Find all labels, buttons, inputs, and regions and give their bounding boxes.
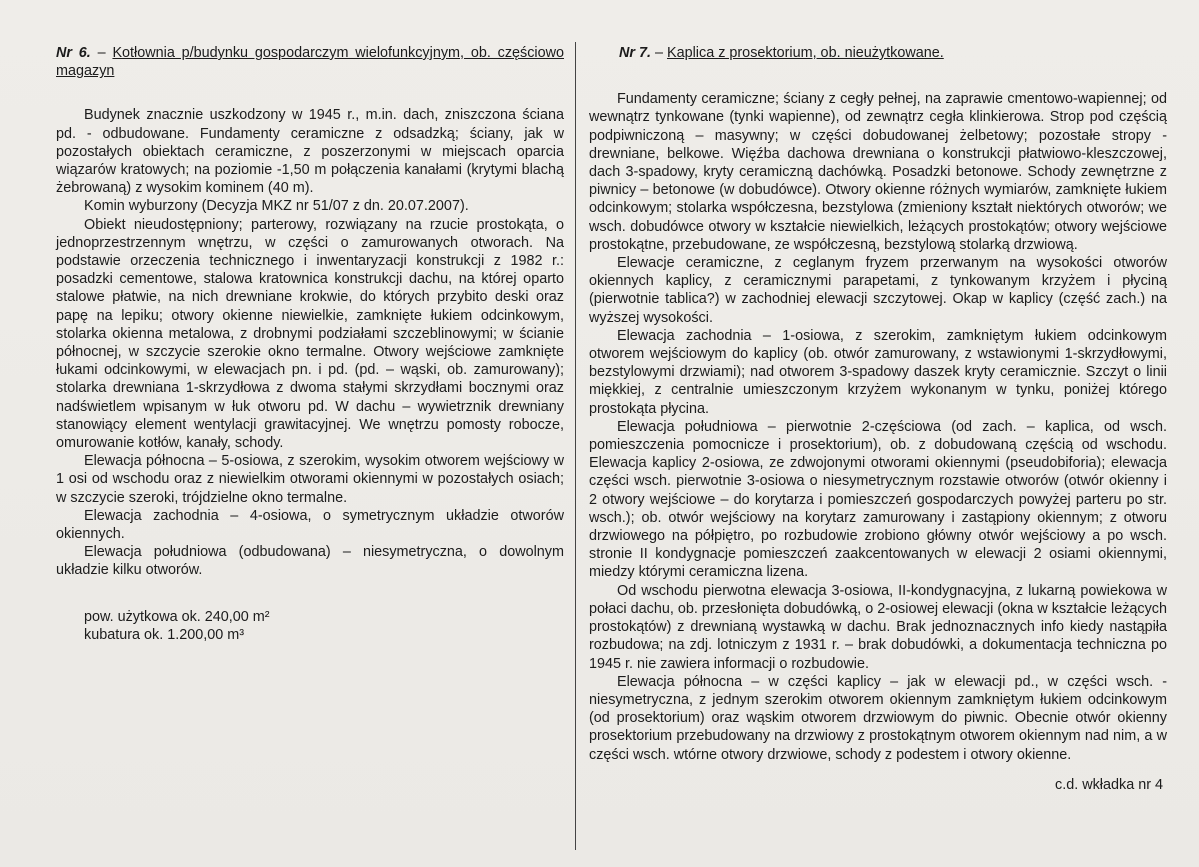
usable-area: pow. użytkowa ok. 240,00 m² [84, 608, 270, 625]
continuation-note: c.d. wkładka nr 4 [1055, 776, 1163, 793]
entry-6-number: Nr 6. [56, 45, 91, 61]
paragraph: Elewacja zachodnia – 4-osiowa, o symetrycznym układzie otworów okiennych. [56, 507, 564, 543]
paragraph: Elewacja północna – 5-osiowa, z szerokim, wysokim otworem wejściowy w 1 osi od wschodu oraz z niewielkim otworami okiennymi w pozostałych osiach; w szczycie szeroki, trójdzielne okno termalne. [56, 453, 564, 506]
paragraph: Od wschodu pierwotna elewacja 3-osiowa, II-kondygnacyjna, z lukarną powiekowa w połaci dachu, ob. przesłonięta dobudówką, o 2-osiowej elewacji (okna w kształcie leżących prostokątów) z drewnianą wystawką w dachu. Brak jednoznacznych info kiedy nastąpiła rozbudowa; na zdj. lotniczym z 1931 r. – brak dobudówki, a dokumentacja techniczna po 1945 r. nie zawiera informacji o rozbudowie. [589, 582, 1167, 672]
right-column [589, 44, 1167, 794]
paragraph: Elewacja południowa – pierwotnie 2-częściowa (od zach. – kaplica, od wsch. pomieszczenia pomocnicze i prosektorium), ob. z dobudowaną częścią od wschodu. Elewacja kaplicy 2-osiowa, ze zdwojonymi otworami okiennymi (pseudobiforia); elewacja części wsch. pierwotnie 3-osiowa o niesymetrycznym rozstawie otworów (otwór okienny i 2 otwory wejściowe – do korytarza i pomieszczeń gospodarczych powyżej parteru po str. wsch.); ob. otwór wejściowy na korytarz zamurowany i zastąpiony okiennym; z otworu drzwiowego na półpiętro, po rozbudowie zrobiono główny otwór wejściowy a po wsch. stronie II kondygnacje pomieszczeń zaakcentowanych w elewacji 2 osiami okiennymi, miedzy którymi ceramiczna lizena. [589, 418, 1167, 581]
paragraph: Fundamenty ceramiczne; ściany z cegły pełnej, na zaprawie cmentowo-wapiennej; od wewnątrz tynkowane (tynki wapienne), od zewnątrz cegła klinkierowa. Strop pod częścią podpiwniczoną – masywny; w części dobudowanej żelbetowy; pozostałe stropy - drewniane, belkowe. Więźba dachowa drewniana o konstrukcji płatwiowo-kleszczowej, dach 3-spadowy, kryty ceramiczną dachówką. Posadzki betonowe. Schody zewnętrzne z piwnicy – betonowe (w dobudówce). Otwory okienne różnych wymiarów, zamknięte łukiem odcinkowym; stolarka współczesna, bezstylowa (zmieniony kształt niektórych otworów; we wsch. dobudówce otwory w kształcie niewielkich, leżących prostokątów; otwory wejściowe prostokątne, przebudowane, ze współczesną, bezstylową stolarką drzwiową. [589, 91, 1167, 253]
column-divider [575, 42, 576, 850]
paragraph: Elewacje ceramiczne, z ceglanym fryzem przerwanym na wysokości otworów okiennych kaplicy, z ceramicznymi parapetami, z tynkowanym krzyżem i płyciną (pierwotnie tablica?) w zachodniej elewacji szczytowej. Okap w kaplicy (część zach.) na wyższej wysokości. [589, 255, 1167, 326]
paragraph: Komin wyburzony (Decyzja MKZ nr 51/07 z dn. 20.07.2007). [84, 198, 469, 215]
entry-6-stats [56, 608, 564, 644]
entry-7-number: Nr 7. [619, 45, 651, 61]
entry-7-title: Kaplica z prosektorium, ob. nieużytkowane. [667, 45, 944, 61]
entry-6-title: Kotłownia p/budynku gospodarczym wielofunkcyjnym, ob. częściowo magazyn [56, 45, 565, 80]
entry-7-dash: – [651, 45, 667, 61]
entry-6-dash: – [90, 45, 113, 61]
paragraph: Elewacja zachodnia – 1-osiowa, z szerokim, zamkniętym łukiem odcinkowym otworem wejściowym do kaplicy (ob. otwór zamurowany, z wstawionymi 1-skrzydłowymi, bezstylowymi drzwiami); nad otworem 3-spadowy daszek kryty ceramicznie. Szczyt o linii miękkiej, z centralnie umieszczonym krzyżem wykonanym w tynku, poniżej którego prostokąta płycina. [589, 327, 1167, 417]
paragraph: Budynek znacznie uszkodzony w 1945 r., m.in. dach, zniszczona ściana pd. - odbudowane. Fundamenty ceramiczne z odsadzką; ściany, jak w pozostałych obiektach ceramiczne, z poszerzonymi w miejscach oparcia wiązarów kratowych; na poziomie -1,50 m połączenia kanałami (krytymi blachą żebrowaną) z wysokim kominem (40 m). [56, 107, 564, 197]
paragraph: Elewacja południowa (odbudowana) – niesymetryczna, o dowolnym układzie kilku otworów. [56, 544, 564, 579]
paragraph: Obiekt nieudostępniony; parterowy, rozwiązany na rzucie prostokąta, o jednoprzestrzennym wnętrzu, w części o zamurowanych otworach. Na podstawie orzeczenia technicznego i inwentaryzacji konstrukcji z 1982 r.: posadzki cementowe, stalowa kratownica konstrukcji dachu, na której oparto stalowe płatwie, na nich drewniane krokwie, do których przybito deski oraz papę na lepiku; otwory okienne niewielkie, zamknięte łukiem odcinkowym, stolarka okienna metalowa, z drobnymi podziałami szczeblinowymi; w ścianie północnej, w szczycie szerokie okno termalne. Otwory wejściowe zamknięte łukami odcinkowymi, w elewacjach pn. i pd. (pd. – wąski, ob. zamurowany); stolarka drewniana 1-skrzydłowa z dwoma stałymi skrzydłami bocznymi oraz nadświetlem wpisanym w łuk otworu pd. W dachu – wywietrznik drewniany stanowiący element wentylacji grawitacyjnej. We wnętrzu pomosty robocze, omurowanie kotłów, kanały, schody. [56, 216, 564, 452]
cubature: kubatura ok. 1.200,00 m³ [84, 626, 244, 643]
left-column [56, 44, 564, 644]
entry-7-heading [619, 44, 1167, 62]
paragraph: Elewacja północna – w części kaplicy – jak w elewacji pd., w części wsch. - niesymetryczna, z jednym szerokim otworem okiennym zamkniętym łukiem odcinkowym (od prosektorium) oraz wąskim otworem drzwiowym do piwnic. Obecnie otwór okienny prosektorium przebudowany na drzwiowy z prostokątnym otworem okiennym nad nim, a w części wsch. wtórne otwory drzwiowe, schody z podestem i otwory okienne. [589, 673, 1167, 763]
entry-6-heading [56, 44, 564, 80]
